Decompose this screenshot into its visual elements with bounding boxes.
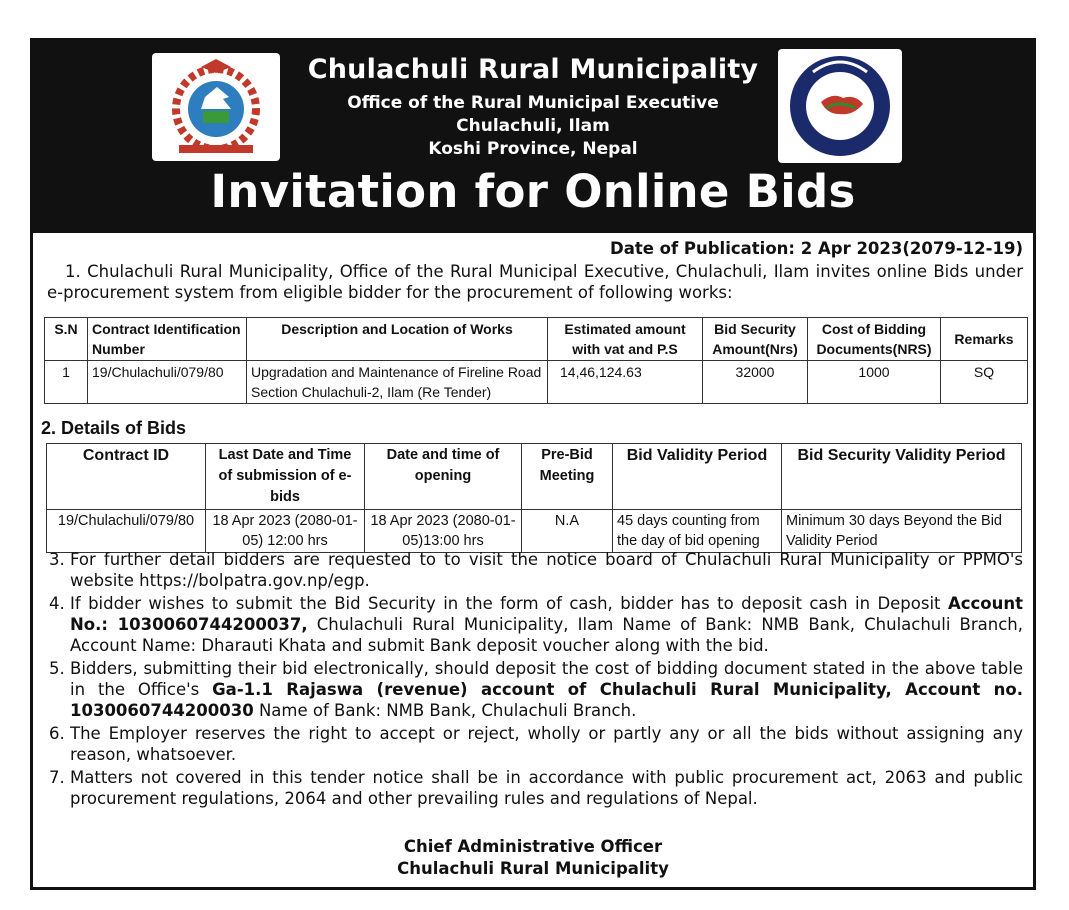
table-cell: N.A	[522, 510, 613, 553]
bids-table-header	[47, 444, 1022, 510]
notice-title: Invitation for Online Bids	[210, 165, 856, 218]
column-header: Last Date and Time of submission of e-bids	[206, 444, 365, 510]
column-header: Cost of Bidding Documents(NRS)	[808, 318, 941, 361]
municipality-name: Chulachuli Rural Municipality	[307, 54, 759, 85]
list-item	[43, 549, 1023, 591]
column-header: Estimated amount with vat and P.S	[548, 318, 703, 361]
signatory-org: Chulachuli Rural Municipality	[397, 859, 669, 878]
table-cell: SQ	[941, 361, 1028, 404]
column-header: Contract Identification Number	[88, 318, 247, 361]
item-text: Bidders, submitting their bid electronically, should deposit the cost of bidding document stated in the above table in the Office's	[70, 659, 1023, 699]
intro-paragraph: 1. Chulachuli Rural Municipality, Office of the Rural Municipal Executive, Chulachuli, Ilam invites online Bids under e-procurement system from eligible bidder for the procurement of following works:	[47, 262, 1023, 302]
table-cell: Minimum 30 days Beyond the Bid Validity Period	[782, 510, 1022, 553]
item-text: If bidder wishes to submit the Bid Security in the form of cash, bidder has to deposit cash in Deposit	[70, 594, 948, 613]
terms-list	[43, 549, 1023, 811]
revenue-account: Ga-1.1 Rajaswa (revenue) account of Chulachuli Rural Municipality, Account no. 1030060744200030	[70, 680, 1023, 720]
address-line-2: Koshi Province, Nepal	[428, 139, 638, 159]
column-header: S.N	[45, 318, 88, 361]
list-item	[43, 767, 1023, 809]
item-text: For further detail bidders are requested to to visit the notice board of Chulachuli Rural Municipality or PPMO's website https://bolpatra.gov.np/egp.	[70, 550, 1023, 590]
table-cell: 14,46,124.63	[548, 361, 703, 404]
table-row	[45, 361, 1028, 404]
table-cell: 19/Chulachuli/079/80	[47, 510, 206, 553]
column-header: Description and Location of Works	[247, 318, 548, 361]
item-number: 5.	[49, 659, 65, 678]
table-cell: 45 days counting from the day of bid opening	[613, 510, 782, 553]
item-text: Chulachuli Rural Municipality, Ilam Name of Bank: NMB Bank, Chulachuli Branch, Account Name: Dharauti Khata and submit Bank deposit voucher along with the bid.	[70, 615, 1023, 655]
table-cell: 1000	[808, 361, 941, 404]
bids-table	[46, 443, 1022, 553]
works-table-header	[45, 318, 1028, 361]
account-number: Account No.: 1030060744200037,	[70, 594, 1023, 634]
signatory-title: Chief Administrative Officer	[403, 837, 663, 856]
column-header: Bid Security Validity Period	[782, 444, 1022, 510]
list-item	[43, 658, 1023, 721]
notice-header	[33, 41, 1033, 233]
table-cell: 18 Apr 2023 (2080-01-05)13:00 hrs	[365, 510, 522, 553]
item-number: 7.	[49, 768, 65, 787]
table-cell: 32000	[703, 361, 808, 404]
table-cell: 19/Chulachuli/079/80	[88, 361, 247, 404]
item-number: 6.	[49, 724, 65, 743]
column-header: Bid Security Amount(Nrs)	[703, 318, 808, 361]
address-line-1: Chulachuli, Ilam	[456, 116, 610, 136]
item-text: Name of Bank: NMB Bank, Chulachuli Branch.	[253, 701, 637, 720]
list-item	[43, 593, 1023, 656]
publication-date: Date of Publication: 2 Apr 2023(2079-12-19)	[610, 239, 1023, 258]
item-text: Matters not covered in this tender notice shall be in accordance with public procurement act, 2063 and public procurement regulations, 2064 and other prevailing rules and regulations of Nepal.	[70, 768, 1023, 808]
table-row	[47, 510, 1022, 553]
column-header: Bid Validity Period	[613, 444, 782, 510]
table-cell: 1	[45, 361, 88, 404]
office-name: Office of the Rural Municipal Executive	[347, 93, 719, 113]
column-header: Contract ID	[47, 444, 206, 510]
list-item	[43, 723, 1023, 765]
column-header: Pre-Bid Meeting	[522, 444, 613, 510]
section-2-title: 2. Details of Bids	[41, 418, 187, 438]
table-cell: 18 Apr 2023 (2080-01-05) 12:00 hrs	[206, 510, 365, 553]
notice-frame	[30, 38, 1036, 890]
item-number: 3.	[49, 550, 65, 569]
column-header: Date and time of opening	[365, 444, 522, 510]
item-number: 4.	[49, 594, 65, 613]
column-header: Remarks	[941, 318, 1028, 361]
works-table	[44, 317, 1028, 404]
item-text: The Employer reserves the right to accept or reject, wholly or partly any or all the bids without assigning any reason, whatsoever.	[70, 724, 1023, 764]
table-cell: Upgradation and Maintenance of Fireline Road Section Chulachuli-2, Ilam (Re Tender)	[247, 361, 548, 404]
